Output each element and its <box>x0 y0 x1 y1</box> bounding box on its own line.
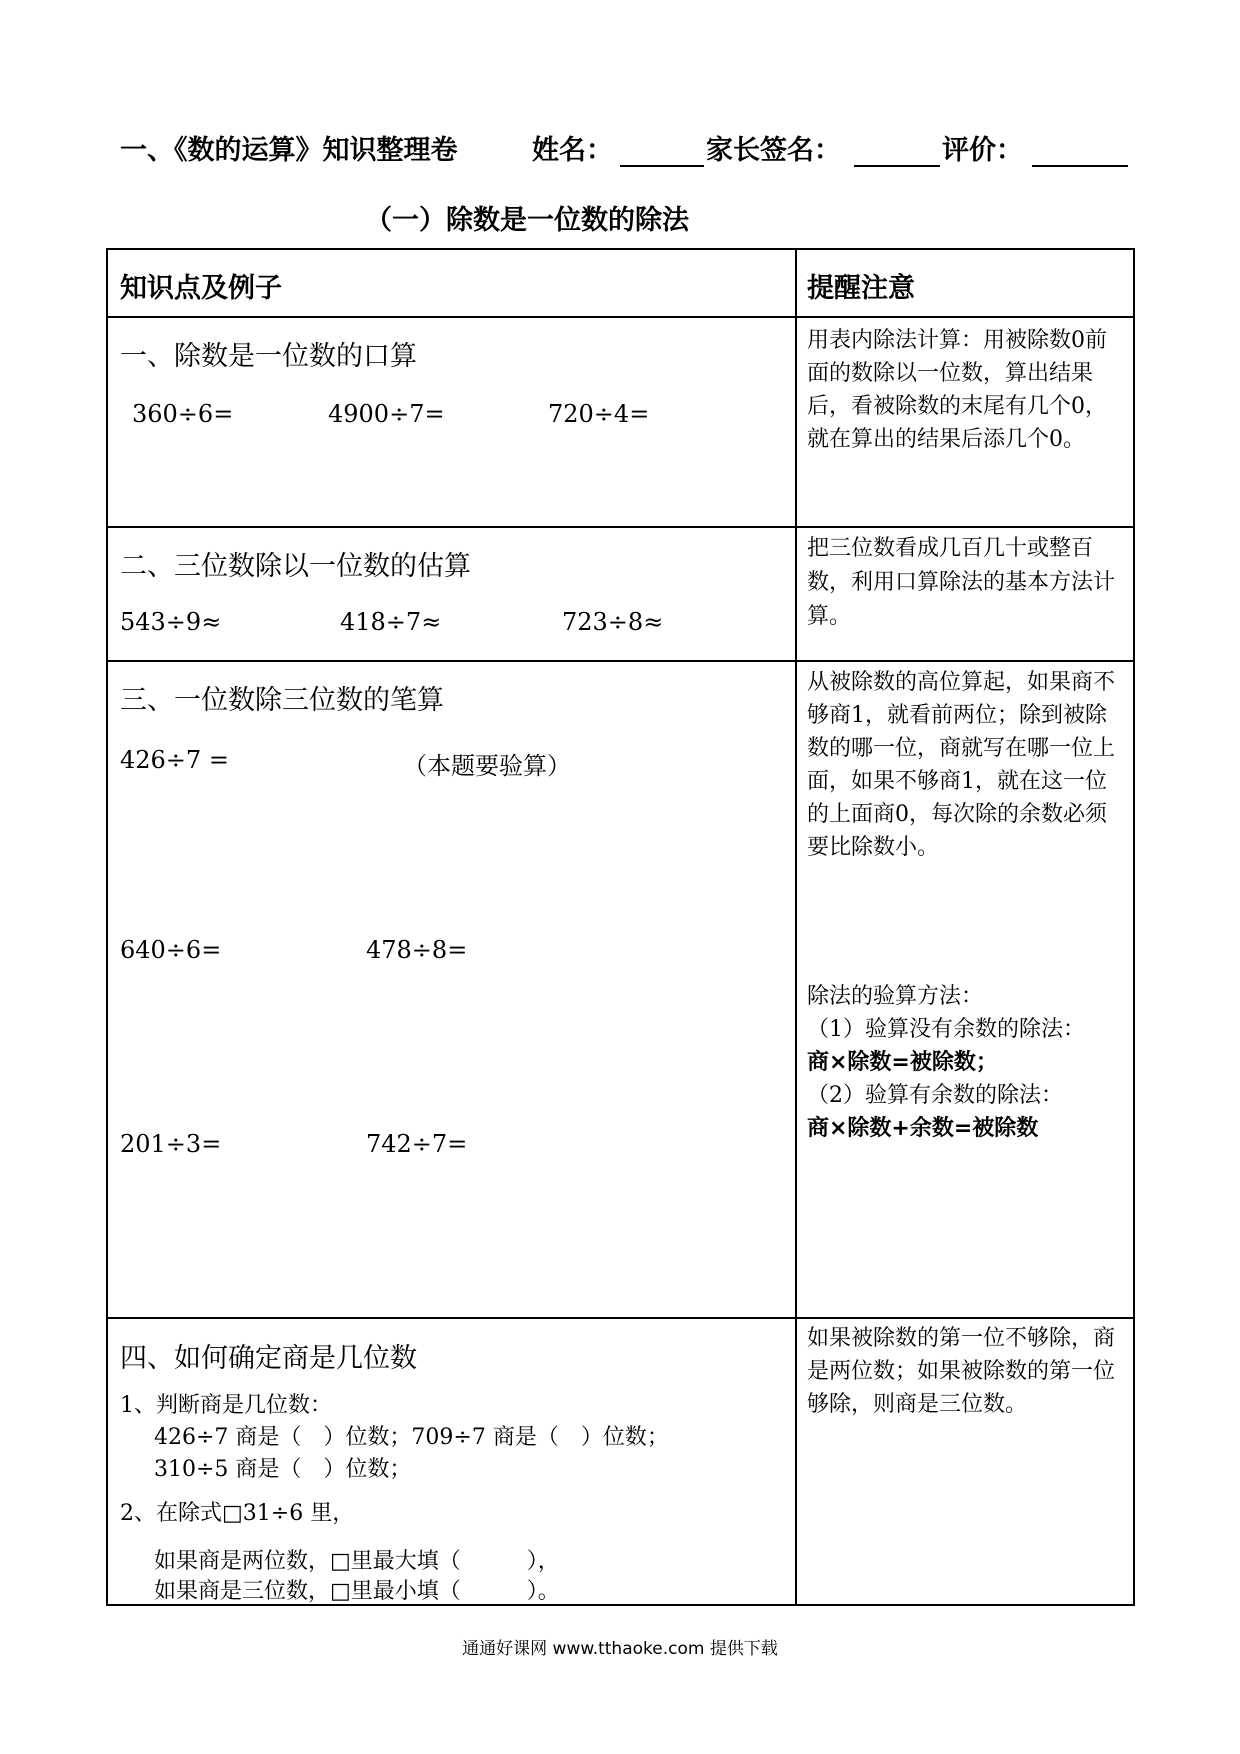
section-4-title: 四、如何确定商是几位数 <box>120 1343 417 1374</box>
name-blank[interactable] <box>620 165 704 167</box>
row-divider <box>108 660 1133 662</box>
footer-credit: 通通好课网 www.tthaoke.com 提供下载 <box>462 1639 778 1659</box>
expression: 201÷3= <box>120 1130 222 1158</box>
verification-line-2: （2）验算有余数的除法： <box>807 1083 1063 1108</box>
row-divider <box>108 526 1133 528</box>
expression: 418÷7≈ <box>340 608 442 636</box>
question-1: 1、判断商是几位数： <box>120 1393 332 1418</box>
section-subtitle: （一）除数是一位数的除法 <box>365 205 689 236</box>
verification-method-note <box>807 980 1125 1145</box>
section-2-title: 二、三位数除以一位数的估算 <box>120 551 471 582</box>
verification-formula-2: 商×除数+余数=被除数 <box>807 1116 1039 1141</box>
evaluation-label: 评价： <box>942 135 1023 166</box>
expression: 742÷7= <box>366 1130 468 1158</box>
column-header-notes: 提醒注意 <box>807 273 915 304</box>
question-2: 2、在除式□31÷6 里， <box>120 1501 355 1526</box>
expression: 543÷9≈ <box>120 608 222 636</box>
question-1b: 310÷5 商是（ ）位数； <box>154 1457 412 1482</box>
section-1-title: 一、除数是一位数的口算 <box>120 341 417 372</box>
section-4-note: 如果被除数的第一位不够除，商是两位数；如果被除数的第一位够除，则商是三位数。 <box>807 1326 1116 1417</box>
section-2-note: 把三位数看成几百几十或整百数，利用口算除法的基本方法计算。 <box>807 536 1116 629</box>
parent-signature-label: 家长签名： <box>706 135 841 166</box>
expression: 723÷8≈ <box>562 608 664 636</box>
row-divider <box>108 1317 1133 1319</box>
expression: 4900÷7= <box>328 400 445 428</box>
row-divider <box>108 316 1133 318</box>
column-header-knowledge: 知识点及例子 <box>120 273 282 304</box>
worksheet-title: 一、《数的运算》知识整理卷 <box>120 135 458 166</box>
parent-signature-blank[interactable] <box>854 165 940 167</box>
question-1a: 426÷7 商是（ ）位数；709÷7 商是（ ）位数； <box>154 1425 669 1450</box>
section-1-note: 用表内除法计算：用被除数0前面的数除以一位数，算出结果后，看被除数的末尾有几个0，就在算出的结果后添几个0。 <box>807 328 1107 452</box>
question-2b: 如果商是三位数，□里最小填（ ）。 <box>154 1579 560 1604</box>
section-3-title: 三、一位数除三位数的笔算 <box>120 685 444 716</box>
verification-formula-1: 商×除数=被除数； <box>807 1050 998 1075</box>
expression: 640÷6= <box>120 936 222 964</box>
expression: 360÷6= <box>132 400 234 428</box>
verification-line-1: （1）验算没有余数的除法： <box>807 1017 1085 1042</box>
evaluation-blank[interactable] <box>1032 165 1128 167</box>
verify-hint: （本题要验算） <box>403 752 571 780</box>
knowledge-table <box>106 248 1135 1606</box>
column-divider <box>795 250 797 1604</box>
worksheet-header <box>120 128 1130 168</box>
name-label: 姓名： <box>532 135 613 166</box>
expression: 426÷7 = <box>120 746 229 774</box>
verification-title: 除法的验算方法： <box>807 984 984 1009</box>
section-3-note: 从被除数的高位算起，如果商不够商1，就看前两位；除到被除数的哪一位，商就写在哪一位上面，如果不够商1，就在这一位的上面商0，每次除的余数必须要比除数小。 <box>807 670 1116 860</box>
expression: 478÷8= <box>366 936 468 964</box>
question-2a: 如果商是两位数，□里最大填（ ）， <box>154 1549 560 1574</box>
expression: 720÷4= <box>548 400 650 428</box>
